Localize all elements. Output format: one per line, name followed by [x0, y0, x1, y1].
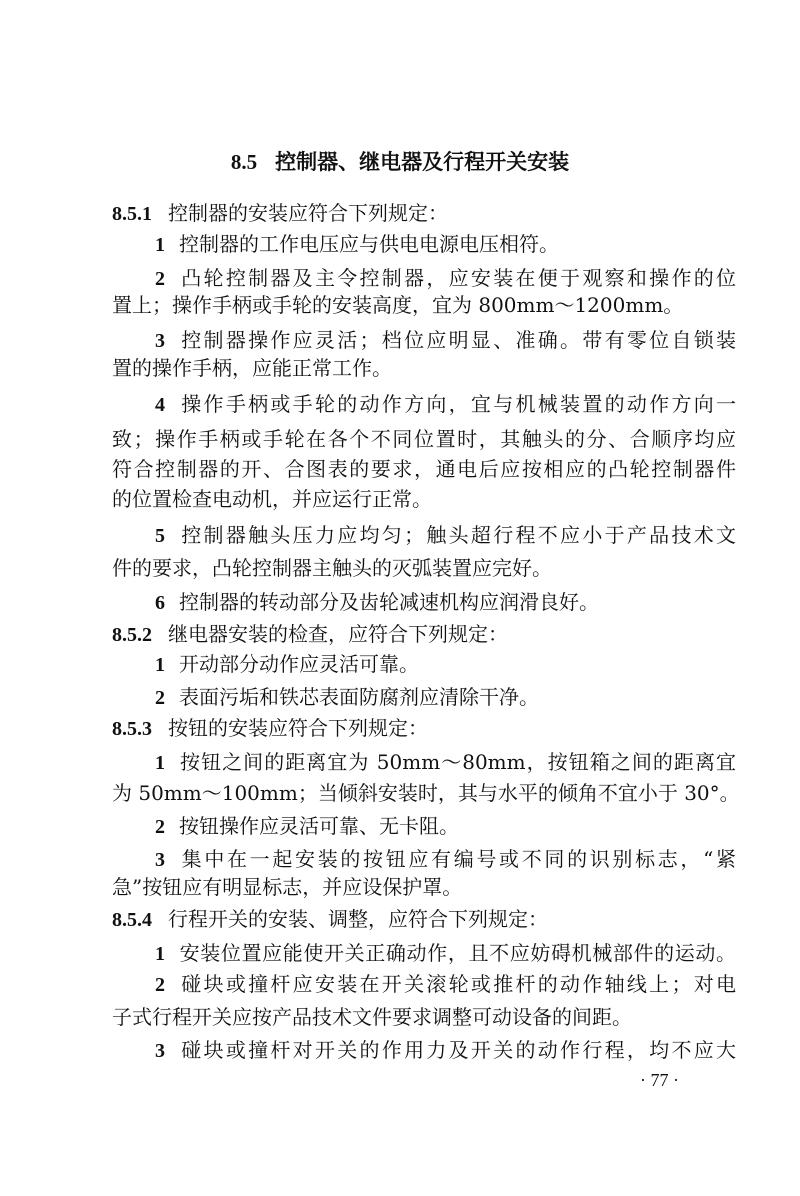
line-text: 急”按钮应有明显标志，并应设保护罩。: [112, 875, 463, 899]
line-text: 的位置检查电动机，并应运行正常。: [112, 487, 432, 511]
line-text: 为 50mm～100mm；当倾斜安装时，其与水平的倾角不宜小于 30°。: [112, 781, 740, 805]
item-line: [155, 846, 736, 873]
line-text: 按钮操作应灵活可靠、无卡阻。: [179, 814, 459, 838]
line-text: 开动部分动作应灵活可靠。: [179, 652, 419, 676]
line-text: 碰块或撞杆对开关的作用力及开关的动作行程，均不应大: [179, 1038, 736, 1062]
line-text: 置的操作手柄，应能正常工作。: [112, 356, 392, 380]
item-line: [155, 522, 736, 549]
clause-number: 8.5.2: [112, 624, 152, 646]
line-text: 件的要求，凸轮控制器主触头的灭弧装置应完好。: [112, 556, 552, 580]
line-text: 按钮的安装应符合下列规定：: [168, 716, 428, 740]
item-line: [155, 589, 736, 616]
item-line: [155, 971, 736, 998]
item-line: [155, 940, 736, 967]
item-line: [155, 684, 736, 711]
item-line: [155, 813, 736, 840]
item-number: 4: [155, 394, 165, 416]
clause-line: [112, 715, 736, 742]
line-text: 控制器的工作电压应与供电电源电压相符。: [179, 232, 559, 256]
line-text: 符合控制器的开、合图表的要求，通电后应按相应的凸轮控制器件: [112, 457, 736, 481]
item-number: 1: [155, 943, 165, 965]
item-number: 3: [155, 330, 165, 352]
text-line: [112, 426, 736, 452]
line-text: 集中在一起安装的按钮应有编号或不同的识别标志，“紧: [179, 847, 736, 871]
line-text: 控制器的转动部分及齿轮减速机构应润滑良好。: [179, 590, 599, 614]
section-title: 控制器、继电器及行程开关安装: [275, 150, 570, 174]
line-text: 按钮之间的距离宜为 50mm～80mm，按钮箱之间的距离宜: [179, 750, 736, 774]
line-text: 凸轮控制器及主令控制器，应安装在便于观察和操作的位: [179, 266, 736, 290]
item-number: 3: [155, 1040, 165, 1062]
clause-line: [112, 906, 736, 933]
line-text: 子式行程开关应按产品技术文件要求调整可动设备的间距。: [112, 1005, 632, 1029]
line-text: 安装位置应能使开关正确动作，且不应妨碍机械部件的运动。: [179, 941, 736, 965]
item-number: 6: [155, 592, 165, 614]
clause-number: 8.5.4: [112, 909, 152, 931]
item-number: 2: [155, 268, 165, 290]
item-number: 1: [155, 654, 165, 676]
item-number: 1: [155, 752, 165, 774]
text-line: [112, 780, 740, 806]
clause-number: 8.5.1: [112, 203, 152, 225]
line-text: 行程开关的安装、调整，应符合下列规定：: [168, 907, 548, 931]
item-number: 5: [155, 525, 165, 547]
line-text: 碰块或撞杆应安装在开关滚轮或推杆的动作轴线上；对电: [179, 972, 736, 996]
line-text: 控制器触头压力应均匀；触头超行程不应小于产品技术文: [179, 523, 736, 547]
text-line: [112, 555, 736, 581]
item-number: 1: [155, 234, 165, 256]
page-number: · 77 ·: [640, 1070, 679, 1090]
item-number: 2: [155, 974, 165, 996]
item-line: [155, 1037, 736, 1064]
watermark-top: [0, 4, 800, 11]
item-number: 2: [155, 687, 165, 709]
line-text: 操作手柄或手轮的动作方向，宜与机械装置的动作方向一: [179, 392, 736, 416]
item-line: [155, 265, 736, 292]
item-number: 3: [155, 849, 165, 871]
text-line: [112, 355, 736, 381]
text-line: [112, 292, 736, 318]
text-line: [112, 1004, 736, 1030]
text-line: [112, 874, 736, 900]
item-number: 2: [155, 816, 165, 838]
clause-line: [112, 621, 736, 648]
item-line: [155, 327, 736, 354]
section-number: 8.5: [230, 150, 258, 174]
line-text: 控制器操作应灵活；档位应明显、准确。带有零位自锁装: [179, 328, 736, 352]
line-text: 继电器安装的检查，应符合下列规定：: [168, 622, 508, 646]
text-line: [112, 486, 736, 512]
clause-line: [112, 200, 736, 227]
item-line: [155, 749, 736, 776]
line-text: 致；操作手柄或手轮在各个不同位置时，其触头的分、合顺序均应: [112, 427, 736, 451]
line-text: 控制器的安装应符合下列规定：: [168, 201, 448, 225]
clause-number: 8.5.3: [112, 718, 152, 740]
item-line: [155, 391, 736, 418]
line-text: 置上；操作手柄或手轮的安装高度，宜为 800mm～1200mm。: [112, 293, 684, 317]
item-line: [155, 231, 736, 258]
section-heading: [0, 146, 800, 176]
item-line: [155, 651, 736, 678]
text-line: [112, 456, 736, 482]
line-text: 表面污垢和铁芯表面防腐剂应清除干净。: [179, 685, 539, 709]
